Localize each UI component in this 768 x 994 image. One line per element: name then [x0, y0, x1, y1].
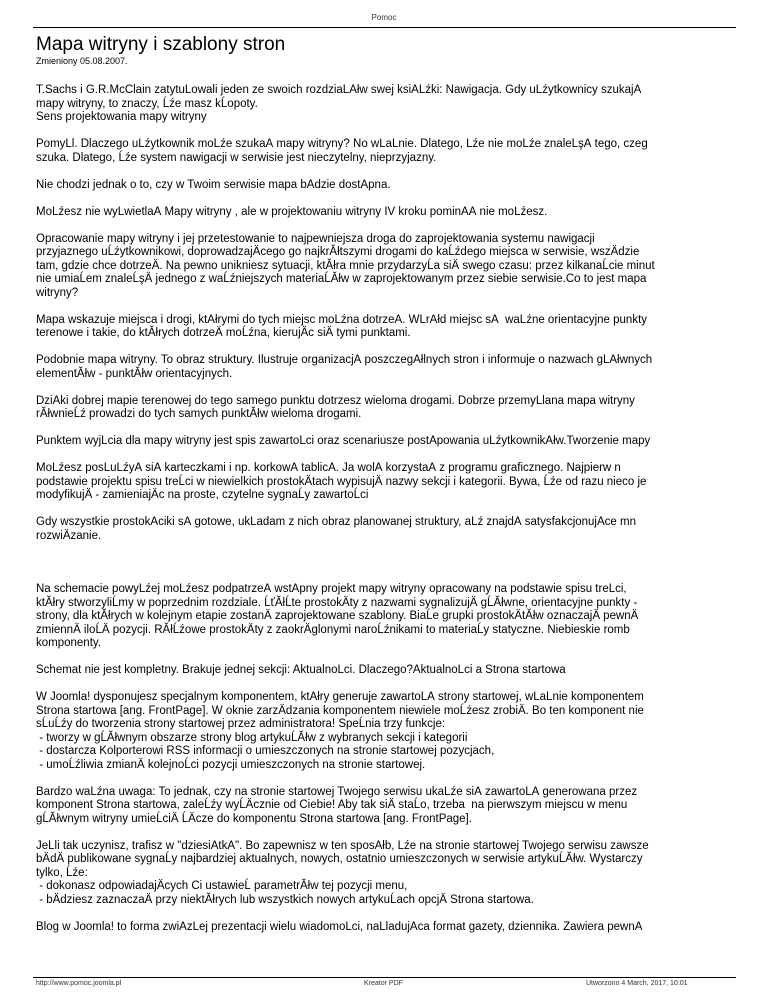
page-header-label: Pomoc: [371, 13, 397, 22]
paragraph: MoĹźesz posĹuĹźyÄ siÄ karteczkami i np. korkowÄ tablicÄ. Ja wolÄ korzystaÄ z programu graficznego. Najpierw n podstawie projektu spisu treĹci w niewielkich prostokÄtach wypisujÄ nazwy sekcji i kategorii. Bywa, Ĺźe od razu nieco je modyfikujÄ - zamieniajÄc na proste, czytelne sygnaĹy zawartoĹci: [36, 462, 647, 501]
paragraph: Gdy wszystkie prostokÄciki sÄ gotowe, ukĹadam z nich obraz planowanej struktury, aĹź znajdÄ satysfakcjonujÄce mn rozwiÄzanie.: [36, 516, 636, 542]
footer-created-date: Utworzono 4 March, 2017, 10:01: [586, 980, 688, 987]
paragraph: Nie chodzi jednak o to, czy w Twoim serwisie mapa bÄdzie dostÄpna.: [36, 178, 391, 191]
paragraph: Na schemacie powyĹźej moĹźesz podpatrzeÄ wstÄpny projekt mapy witryny opracowany na podstawie spisu treĹci, ktĂłry stworzyliĹmy w poprzednim rozdziale. ĹťĂłĹte prostokÄty z nazwami sygnalizujÄ gĹĂłwne, orientacyjne punkty - strony, dla ktĂłrych w kolejnym etapie zostanÄ zaprojektowane szablony. BiaĹe grupki prostokÄtĂłw oznaczajÄ pewnÄ zmiennÄ iloĹÄ pozycji. RĂłĹźowe prostokÄty z zaokrÄglonymi naroĹźnikami to materiaĹy statyczne. Niebieskie romb komponenty.: [36, 583, 639, 649]
paragraph: Schemat nie jest kompletny. Brakuje jednej sekcji: AktualnoĹci. Dlaczego?AktualnoĹci a Strona startowa: [36, 664, 566, 676]
paragraph: MoĹźesz nie wyĹwietlaÄ Mapy witryny , ale w projektowaniu witryny IV kroku pominÄÄ nie moĹźesz.: [36, 205, 548, 218]
paragraph: T.Sachs i G.R.McClain zatytuĹowali jeden ze swoich rozdziaĹĂłw swej ksiÄĹźki: Nawigacja. Gdy uĹźytkownicy szukajÄ mapy witryny, to znaczy, Ĺźe masz kĹopoty. Sens projektowania mapy witryny: [36, 84, 642, 123]
footer-generator: Kreator PDF: [364, 980, 403, 987]
paragraph: JeĹli tak uczynisz, trafisz w "dziesiÄtkÄ". Bo zapewnisz w ten sposĂłb, Ĺźe na stronie startowej Twojego serwisu zawsze bÄdÄ publikowane sygnaĹy najbardziej aktualnych, nowych, ostatnio umieszczonych w serwisie artykuĹĂłw. Wystarczy tylko, Ĺźe: - dokonasz odpowiadajÄcych Ci ustawieĹ parametrĂłw tej pozycji menu, - bÄdziesz zaznaczaÄ przy niektĂłrych lub wszystkich nowych artykuĹach opcjÄ Strona startowa.: [36, 839, 649, 906]
article-title: Mapa witryny i szablony stron: [36, 34, 286, 55]
paragraph: Punktem wyjĹcia dla mapy witryny jest spis zawartoĹci oraz scenariusze postÄpowania uĹźytkownikĂłw.Tworzenie mapy: [36, 435, 651, 447]
article-body: [36, 84, 766, 976]
header-divider: [33, 27, 736, 28]
paragraph: Bardzo waĹźna uwaga: To jednak, czy na stronie startowej Twojego serwisu ukaĹźe siÄ zawartoĹÄ generowana przez komponent Strona startowa, zaleĹźy wyĹÄcznie od Ciebie! Aby tak siÄ staĹo, trzeba na pierwszym miejscu w menu gĹĂłwnym witryny umieĹciÄ ĹÄcze do komponentu Strona startowa [ang. FrontPage].: [36, 785, 638, 825]
paragraph: W Joomla! dysponujesz specjalnym komponentem, ktĂłry generuje zawartoĹÄ strony startowej, wĹaĹnie komponentem Strona startowa [ang. FrontPage]. W oknie zarzÄdzania komponentem niewiele moĹźesz zrobiÄ. Bo ten komponent nie sĹuĹźy do tworzenia strony startowej przez administratora! SpeĹnia trzy funkcje: - tworzy w gĹĂłwnym obszarze strony blog artykuĹĂłw z wybranych sekcji i kategorii - dostarcza Kolporterowi RSS informacji o umieszczonych na stronie startowej pozycjach, - umoĹźliwia zmianÄ kolejnoĹci pozycji umieszczonych na stronie startowej.: [36, 691, 644, 771]
paragraph: Opracowanie mapy witryny i jej przetestowanie to najpewniejsza droga do zaprojektowania systemu nawigacji przyjaznego uĹźytkownikowi, doprowadzajÄcego go najkrĂłtszymi drogami do kaĹźdego miejsca w serwisie, wszÄdzie tam, gdzie chce dotrzeÄ. Na pewno unikniesz sytuacji, ktĂłra mnie przydarzyĹa siÄ swego czasu: przez kilkanaĹcie minut nie umiaĹem znaleĹşÄ jednego z waĹźniejszych materiaĹĂłw w zaprojektowanym przez siebie serwisie.Co to jest mapa witryny?: [36, 232, 655, 299]
paragraph: DziÄki dobrej mapie terenowej do tego samego punktu dotrzesz wieloma drogami. Dobrze przemyĹlana mapa witryny rĂłwnieĹź prowadzi do tych samych punktĂłw wieloma drogami.: [36, 394, 635, 420]
page-footer: [36, 980, 736, 990]
paragraph: Mapa wskazuje miejsca i drogi, ktĂłrymi do tych miejsc moĹźna dotrzeÄ. WĹrĂłd miejsc sÄ waĹźne orientacyjne punkty terenowe i takie, do ktĂłrych dotrzeÄ moĹźna, kierujÄc siÄ tymi punktami.: [36, 313, 648, 339]
modified-date: Zmieniony 05.08.2007.: [36, 56, 128, 66]
paragraph: Blog w Joomla! to forma zwiÄzĹej prezentacji wielu wiadomoĹci, naĹladujÄca format gazety, dziennika. Zawiera pewnÄ: [36, 920, 643, 933]
paragraph: PomyĹl. Dlaczego uĹźytkownik moĹźe szukaÄ mapy witryny? No wĹaĹnie. Dlatego, Ĺźe nie moĹźe znaleĹşÄ tego, czeg szuka. Dlatego, Ĺźe system nawigacji w serwisie jest nieczytelny, nieprzyjazny.: [36, 138, 648, 164]
paragraph: Podobnie mapa witryny. To obraz struktury. Ilustruje organizacjÄ poszczegĂłlnych stron i informuje o nazwach gĹĂłwnych elementĂłw - punktĂłw orientacyjnych.: [36, 354, 653, 380]
footer-divider: [33, 977, 736, 978]
footer-url: http://www.pomoc.joomla.pl: [36, 980, 122, 987]
